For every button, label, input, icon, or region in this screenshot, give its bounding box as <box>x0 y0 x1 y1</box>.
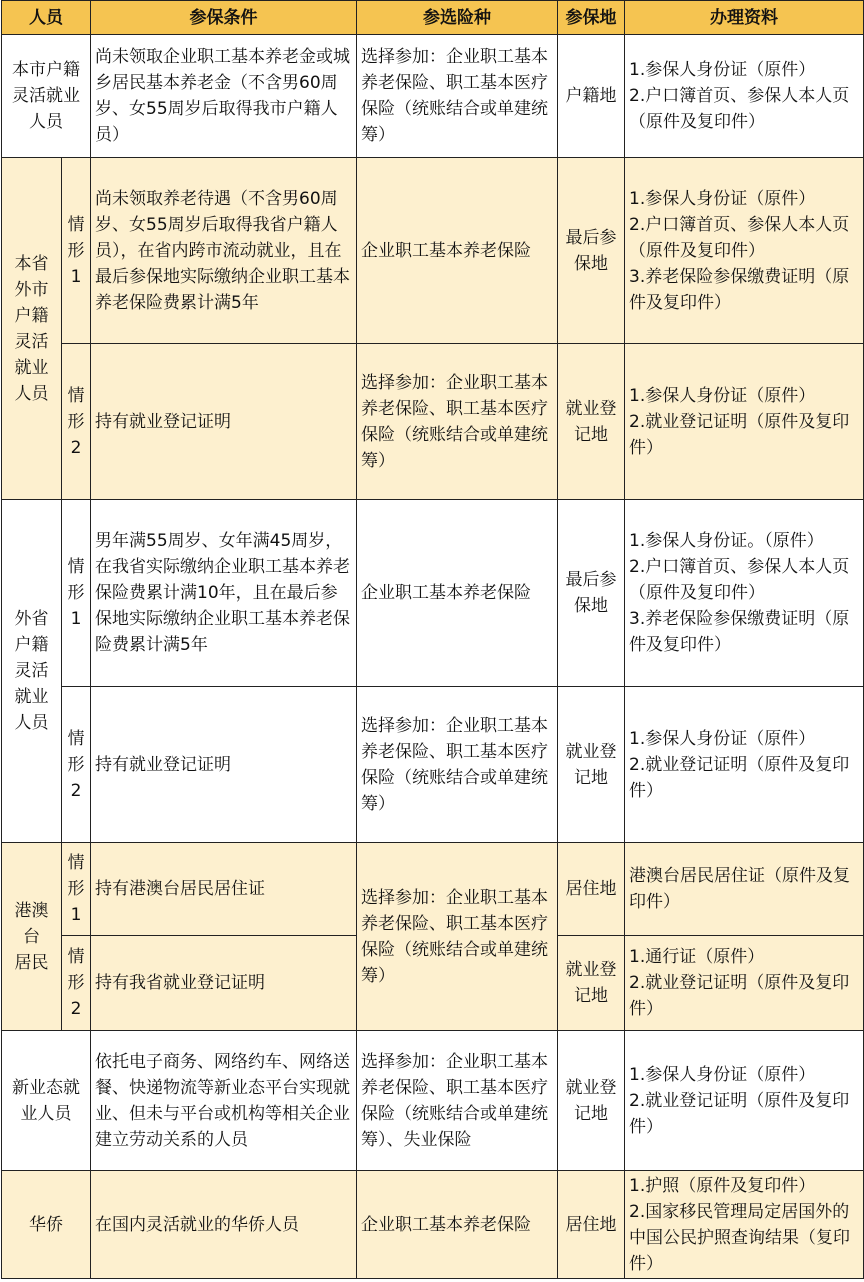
case-cell: 情 形 2 <box>62 344 91 500</box>
header-row <box>2 1 864 35</box>
case-cell: 情 形 1 <box>62 843 91 936</box>
case-cell: 情 形 2 <box>62 936 91 1031</box>
materials-cell: 1.参保人身份证。（原件） 2.户口簿首页、参保人本人页（原件及复印件） 3.养老保险参保缴费证明（原件及复印件） <box>625 500 864 687</box>
condition-cell: 尚未领取养老待遇（不含男60周岁、女55周岁后取得我省户籍人员），在省内跨市流动就业，且在最后参保地实际缴纳企业职工基本养老保险费累计满5年 <box>91 158 357 344</box>
case-cell: 情 形 1 <box>62 500 91 687</box>
condition-cell: 尚未领取企业职工基本养老金或城乡居民基本养老金（不含男60周岁、女55周岁后取得我市户籍人员） <box>91 35 357 158</box>
insurance-cell: 选择参加：企业职工基本养老保险、职工基本医疗保险（统账结合或单建统筹） <box>357 344 558 500</box>
location-cell: 就业登 记地 <box>558 687 625 843</box>
person-cell: 外省 户籍 灵活 就业 人员 <box>2 500 62 843</box>
location-cell: 就业登 记地 <box>558 936 625 1031</box>
condition-cell: 在国内灵活就业的华侨人员 <box>91 1171 357 1279</box>
table-row <box>2 1031 864 1171</box>
header-location: 参保地 <box>558 1 625 35</box>
materials-cell: 1.通行证（原件） 2.就业登记证明（原件及复印件） <box>625 936 864 1031</box>
materials-cell: 1.护照（原件及复印件） 2.国家移民管理局定居国外的中国公民护照查询结果（复印件） <box>625 1171 864 1279</box>
person-cell: 本省 外市 户籍 灵活 就业 人员 <box>2 158 62 500</box>
header-person: 人员 <box>2 1 91 35</box>
person-cell: 新业态就 业人员 <box>2 1031 91 1171</box>
materials-cell: 港澳台居民居住证（原件及复印件） <box>625 843 864 936</box>
location-cell: 居住地 <box>558 1171 625 1279</box>
location-cell: 就业登 记地 <box>558 344 625 500</box>
case-cell: 情 形 2 <box>62 687 91 843</box>
insurance-cell: 选择参加：企业职工基本养老保险、职工基本医疗保险（统账结合或单建统筹）、失业保险 <box>357 1031 558 1171</box>
materials-cell: 1.参保人身份证（原件） 2.就业登记证明（原件及复印件） <box>625 344 864 500</box>
materials-cell: 1.参保人身份证（原件） 2.就业登记证明（原件及复印件） <box>625 1031 864 1171</box>
table-row <box>2 158 864 344</box>
materials-cell: 1.参保人身份证（原件） 2.户口簿首页、参保人本人页（原件及复印件） <box>625 35 864 158</box>
condition-cell: 持有港澳台居民居住证 <box>91 843 357 936</box>
insurance-cell: 选择参加：企业职工基本养老保险、职工基本医疗保险（统账结合或单建统筹） <box>357 687 558 843</box>
table-row <box>2 35 864 158</box>
table-row <box>2 687 864 843</box>
insurance-cell: 选择参加：企业职工基本养老保险、职工基本医疗保险（统账结合或单建统筹） <box>357 35 558 158</box>
location-cell: 就业登 记地 <box>558 1031 625 1171</box>
header-condition: 参保条件 <box>91 1 357 35</box>
condition-cell: 持有就业登记证明 <box>91 344 357 500</box>
person-cell: 港澳 台 居民 <box>2 843 62 1031</box>
table-row <box>2 843 864 936</box>
condition-cell: 男年满55周岁、女年满45周岁，在我省实际缴纳企业职工基本养老保险费累计满10年，且在最后参保地实际缴纳企业职工基本养老保险费累计满5年 <box>91 500 357 687</box>
materials-cell: 1.参保人身份证（原件） 2.户口簿首页、参保人本人页（原件及复印件） 3.养老保险参保缴费证明（原件及复印件） <box>625 158 864 344</box>
table-row <box>2 344 864 500</box>
insurance-cell: 选择参加：企业职工基本养老保险、职工基本医疗保险（统账结合或单建统筹） <box>357 843 558 1031</box>
location-cell: 最后参 保地 <box>558 500 625 687</box>
location-cell: 最后参 保地 <box>558 158 625 344</box>
header-insurance: 参选险种 <box>357 1 558 35</box>
insurance-table <box>1 0 864 1279</box>
location-cell: 居住地 <box>558 843 625 936</box>
person-cell: 本市户籍 灵活就业 人员 <box>2 35 91 158</box>
table-row <box>2 1171 864 1279</box>
condition-cell: 持有就业登记证明 <box>91 687 357 843</box>
insurance-cell: 企业职工基本养老保险 <box>357 158 558 344</box>
insurance-cell: 企业职工基本养老保险 <box>357 1171 558 1279</box>
header-materials: 办理资料 <box>625 1 864 35</box>
case-cell: 情 形 1 <box>62 158 91 344</box>
location-cell: 户籍地 <box>558 35 625 158</box>
materials-cell: 1.参保人身份证（原件） 2.就业登记证明（原件及复印件） <box>625 687 864 843</box>
condition-cell: 依托电子商务、网络约车、网络送餐、快递物流等新业态平台实现就业、但未与平台或机构等相关企业建立劳动关系的人员 <box>91 1031 357 1171</box>
insurance-cell: 企业职工基本养老保险 <box>357 500 558 687</box>
table-row <box>2 500 864 687</box>
person-cell: 华侨 <box>2 1171 91 1279</box>
condition-cell: 持有我省就业登记证明 <box>91 936 357 1031</box>
